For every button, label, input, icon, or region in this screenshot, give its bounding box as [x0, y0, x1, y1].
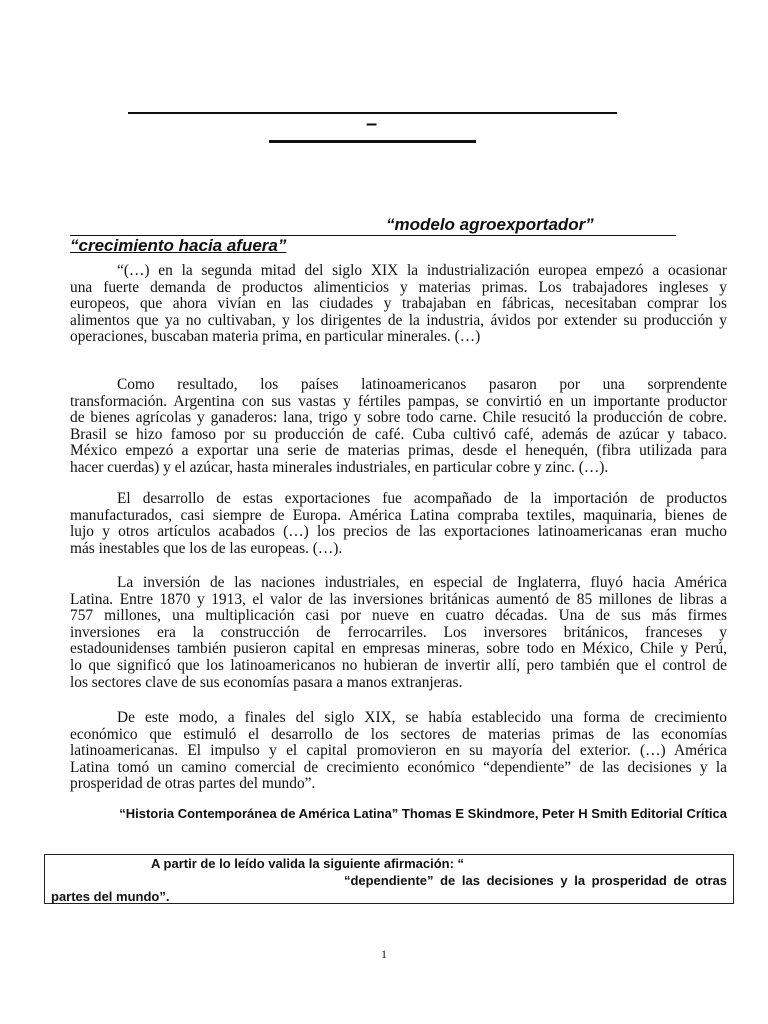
paragraph-line: transformación. Argentina con sus vastas y fértiles pampas, se convirtió en un importante productor [70, 392, 727, 410]
paragraph-line: económico que estimuló el desarrollo de los sectores de materias primas de las economías [70, 725, 727, 743]
paragraph-line: El desarrollo de estas exportaciones fue acompañado de la importación de productos [117, 490, 727, 507]
paragraph-line: lo que significó que los latinoamericanos no hubieran de invertir allí, pero también que el control de [70, 656, 727, 674]
paragraph-line: México empezó a exportar una serie de materias primas, desde el henequén, (fibra utilizada para [70, 442, 727, 460]
paragraph-line: los sectores clave de sus economías pasara a manos extranjeras. [70, 673, 463, 691]
title-dash: – [366, 113, 378, 135]
paragraph [70, 710, 727, 793]
paragraph-line: La inversión de las naciones industriales, en especial de Inglaterra, fluyó hacia América [117, 574, 727, 591]
task-line-2: “dependiente” de las decisiones y la prosperidad de otras [343, 872, 727, 888]
paragraph-line: 757 millones, una multiplicación casi por nueve en cuatro décadas. Una de sus más firmes [70, 607, 727, 625]
paragraph-line: prosperidad de otras partes del mundo”. [70, 775, 316, 793]
subtitle-modelo-agroexportador: “modelo agroexportador” [386, 215, 594, 234]
task-box [44, 854, 734, 904]
paragraph-line: europeos, que ahora vivían en las ciudades y trabajaban en fábricas, necesitaban comprar los [70, 295, 727, 313]
paragraph-line: Latina. Entre 1870 y 1913, el valor de las inversiones británicas aumentó de 85 millones de libras a [70, 590, 727, 608]
paragraph-line: alimentos que ya no cultivaban, y los dirigentes de la industria, ávidos por extender su producción y [70, 311, 727, 329]
paragraph-line: de bienes agrícolas y ganaderos: lana, trigo y sobre todo carne. Chile resucitó la producción de cobre. [70, 409, 727, 427]
subtitle-blank-line [269, 140, 476, 143]
paragraph-line: una fuerte demanda de productos alimenticios y materias primas. Los trabajadores ingleses y [70, 278, 727, 296]
paragraph-line: manufacturados, casi siempre de Europa. América Latina compraba textiles, maquinaria, bienes de [70, 506, 727, 524]
paragraph [70, 263, 727, 346]
paragraph-line: estadounidenses también pusieron capital en empresas mineras, sobre todo en México, Chile y Perú, [70, 640, 727, 658]
paragraph [70, 377, 727, 477]
paragraph-line: “(…) en la segunda mitad del siglo XIX la industrialización europea empezó a ocasionar [117, 262, 727, 279]
task-line-1: A partir de lo leído valida la siguiente afirmación: “ [151, 856, 465, 871]
paragraph-line: Como resultado, los países latinoamericanos pasaron por una sorprendente [117, 376, 727, 393]
paragraph [70, 575, 727, 691]
paragraph-line: hacer cuerdas) y el azúcar, hasta minerales industriales, en particular cobre y zinc. (…). [70, 458, 609, 476]
paragraph-line: operaciones, buscaban materia prima, en particular minerales. (…) [70, 328, 481, 346]
paragraph-line: lujo y otros artículos acabados (…) los precios de las exportaciones latinoamericanas eran mucho [70, 523, 727, 541]
paragraph-line: Brasil se hizo famoso por su producción de café. Cuba cultivó café, además de azúcar y tabaco. [70, 425, 727, 443]
paragraph-line: inversiones era la construcción de ferrocarriles. Los inversores británicos, franceses y [70, 623, 727, 641]
paragraph-line: De este modo, a finales del siglo XIX, se había establecido una forma de crecimiento [117, 709, 727, 726]
source-citation: “Historia Contemporánea de América Latina” Thomas E Skindmore, Peter H Smith Editorial Crítica [119, 806, 727, 821]
page-number: 1 [381, 947, 387, 961]
paragraph-line: más inestables que los de las europeas. (…). [70, 539, 343, 557]
task-line-3: partes del mundo”. [51, 889, 170, 904]
subtitle-crecimiento: “crecimiento hacia afuera” [70, 236, 287, 255]
paragraph [70, 491, 727, 557]
paragraph-line: Latina tomó un camino comercial de crecimiento económico “dependiente” de las decisiones y la [70, 758, 727, 776]
paragraph-line: latinoamericanas. El impulso y el capital promovieron en su mayoría del exterior. (…) América [70, 742, 727, 760]
